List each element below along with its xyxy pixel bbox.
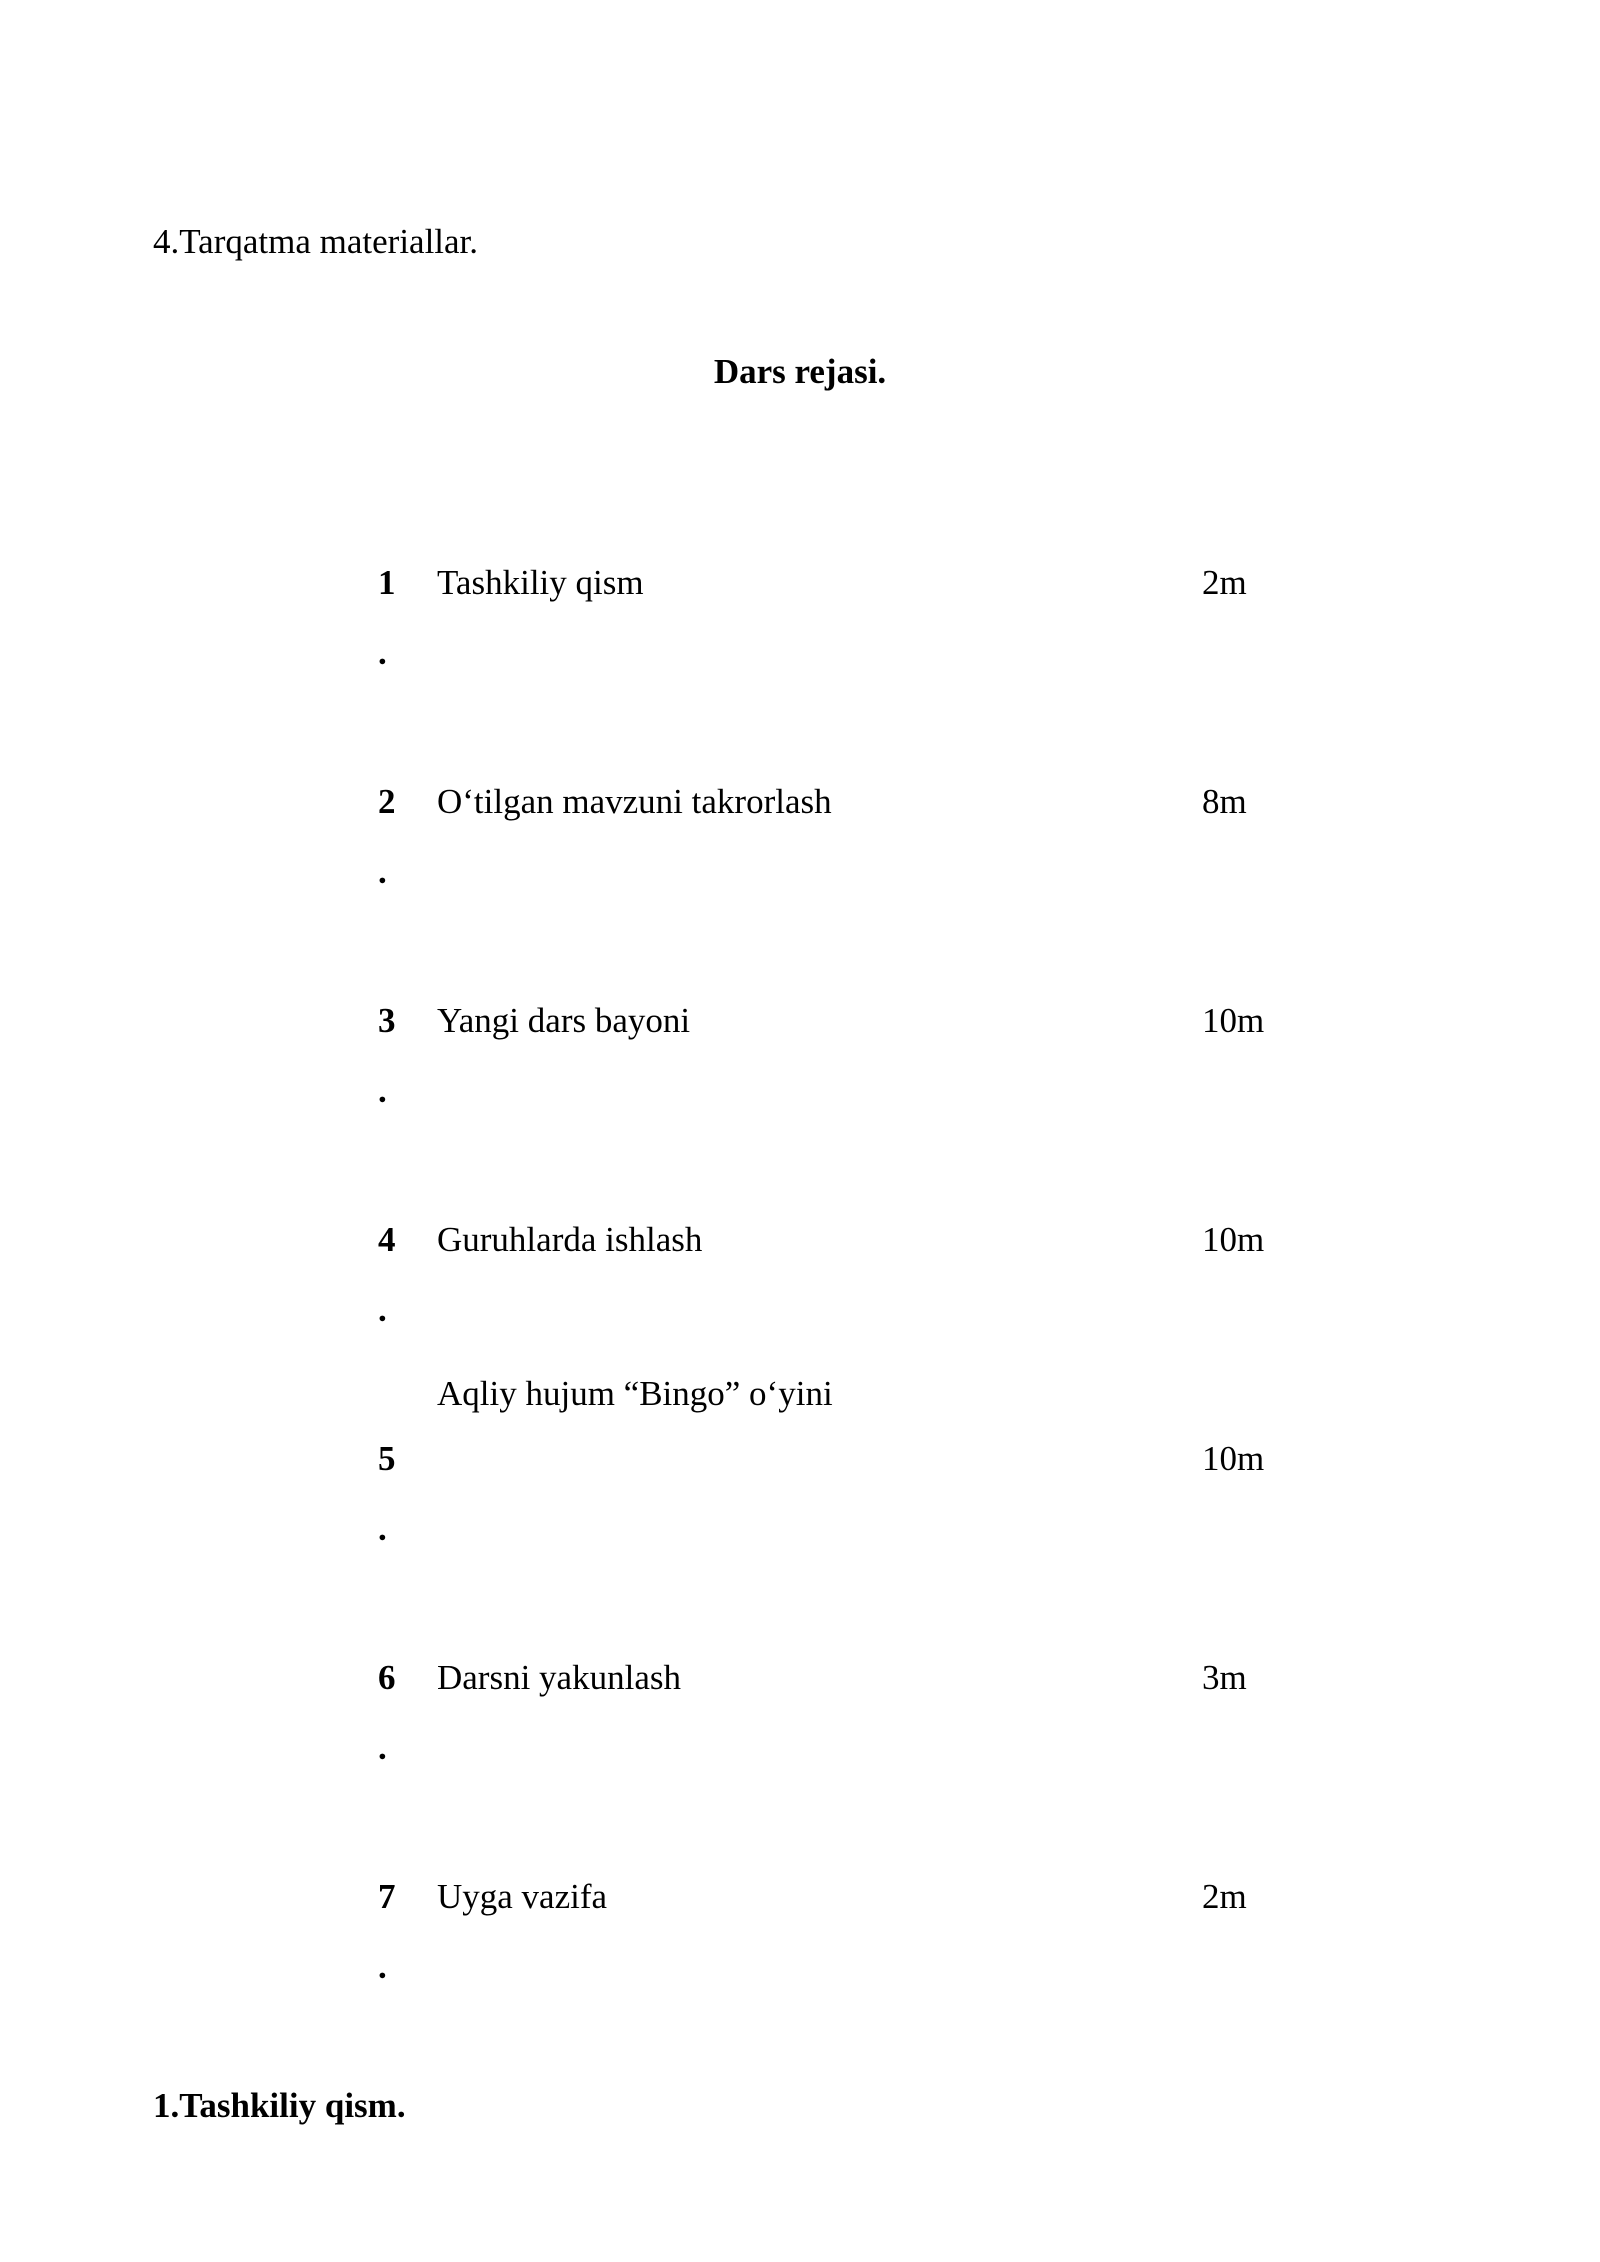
plan-item-number-dot: . (378, 1728, 387, 1767)
plan-item-time: 10m (1202, 1001, 1265, 1040)
plan-item-label: Tashkiliy qism (437, 563, 644, 602)
plan-item (0, 986, 1600, 1110)
plan-item-label: O‘tilgan mavzuni takrorlash (437, 782, 832, 821)
plan-item-number-digit: 2 (378, 782, 396, 821)
plan-item-number-digit: 4 (378, 1220, 396, 1259)
plan-item-time: 2m (1202, 563, 1247, 602)
plan-item (0, 1205, 1600, 1329)
plan-item-label: Aqliy hujum “Bingo” o‘yini (437, 1374, 833, 1413)
plan-item-number (378, 1862, 418, 2002)
plan-item (0, 1643, 1600, 1767)
plan-title: Dars rejasi. (713, 352, 887, 391)
plan-item-number (378, 767, 418, 907)
plan-item-time: 3m (1202, 1658, 1247, 1697)
plan-item-time: 10m (1202, 1220, 1265, 1259)
plan-item-label: Darsni yakunlash (437, 1658, 681, 1697)
plan-item (0, 548, 1600, 672)
section-heading: 1.Tashkiliy qism. (153, 2086, 406, 2125)
plan-item-number-dot: . (378, 1947, 387, 1986)
plan-item-number-dot: . (378, 633, 387, 672)
plan-item-number-dot: . (378, 1290, 387, 1329)
plan-item-number (378, 1205, 418, 1345)
plan-item-number (378, 986, 418, 1126)
plan-item-number-dot: . (378, 1509, 387, 1548)
plan-item-number-dot: . (378, 1071, 387, 1110)
plan-item-label: Yangi dars bayoni (437, 1001, 691, 1040)
intro-line: 4.Tarqatma materiallar. (153, 222, 479, 261)
plan-item-number-digit: 1 (378, 563, 396, 602)
plan-item-number (378, 1424, 418, 1564)
plan-item-number (378, 1643, 418, 1783)
plan-item-time: 2m (1202, 1877, 1247, 1916)
plan-item-label: Guruhlarda ishlash (437, 1220, 703, 1259)
plan-item-number-dot: . (378, 852, 387, 891)
plan-item-number-digit: 7 (378, 1877, 396, 1916)
plan-item-time: 8m (1202, 782, 1247, 821)
plan-item-number-digit: 3 (378, 1001, 396, 1040)
plan-item (0, 767, 1600, 891)
plan-item (0, 1862, 1600, 1986)
plan-item-number (378, 548, 418, 688)
plan-item (0, 1374, 1600, 1548)
plan-item-label: Uyga vazifa (437, 1877, 608, 1916)
plan-item-number-digit: 6 (378, 1658, 396, 1697)
plan-item-number-digit: 5 (378, 1439, 396, 1478)
plan-item-time: 10m (1202, 1439, 1265, 1478)
